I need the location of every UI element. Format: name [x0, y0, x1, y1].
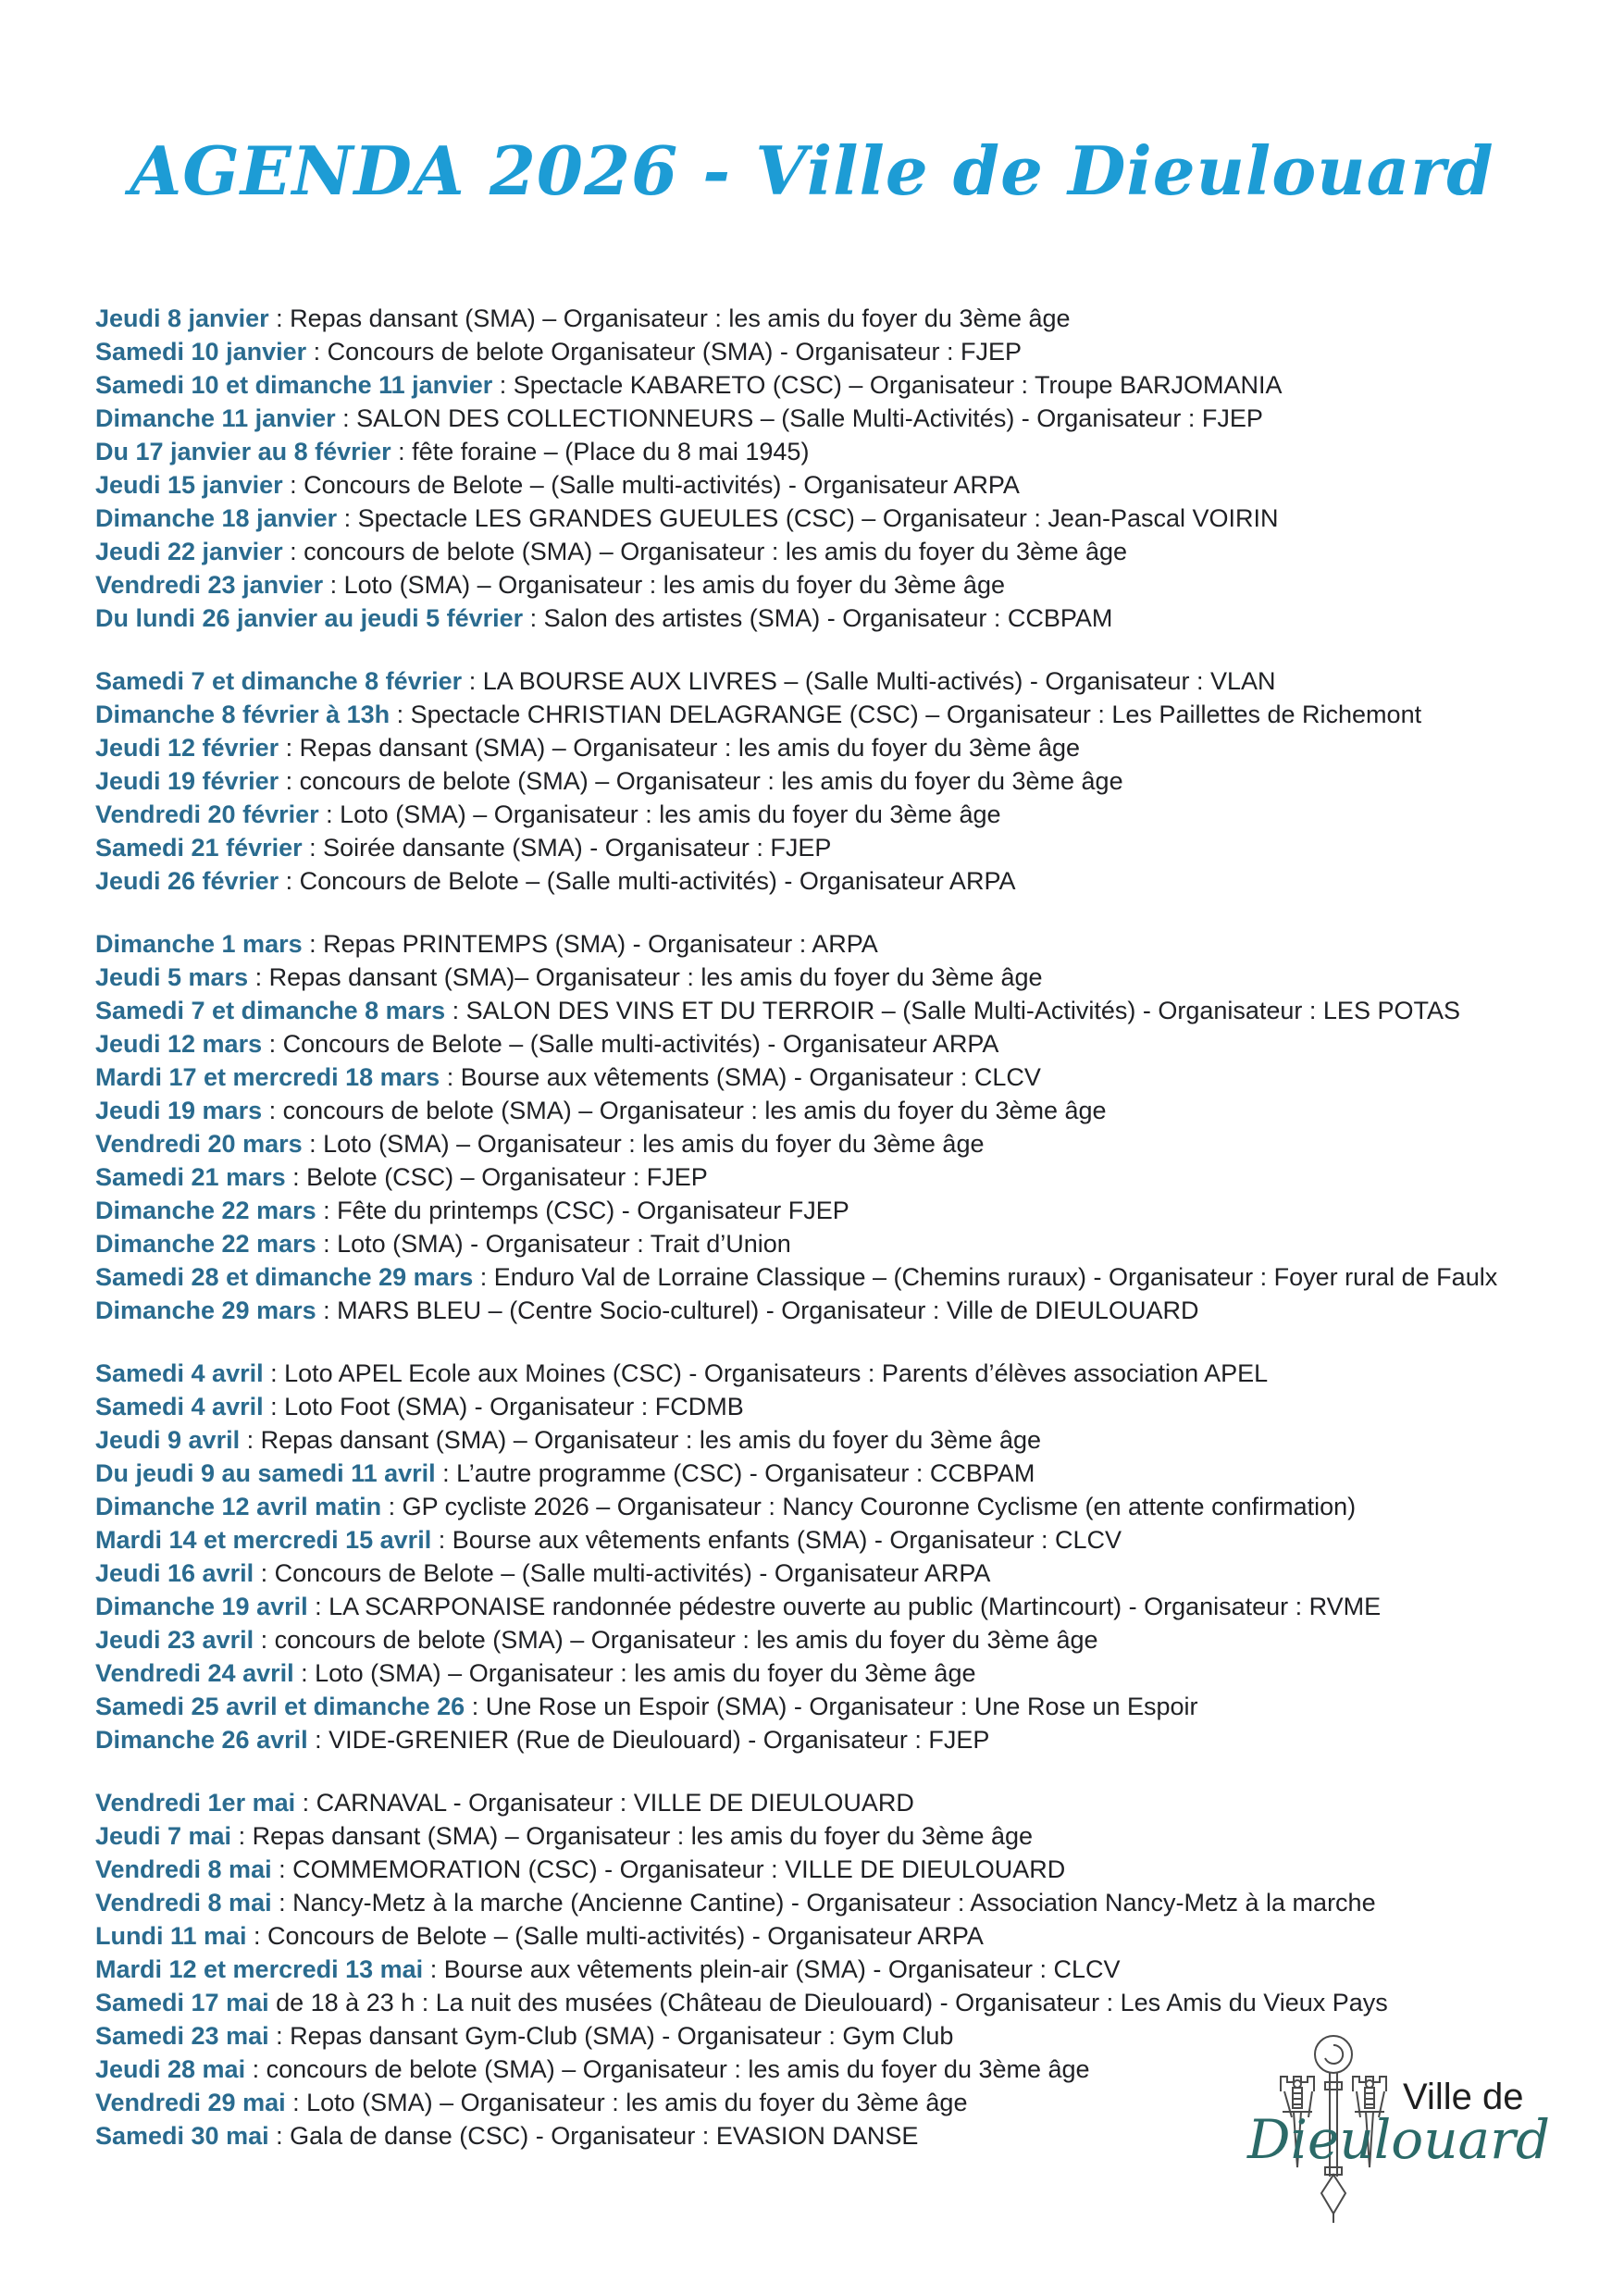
event-date: Dimanche 1 mars	[95, 930, 303, 958]
event-text: : Loto Foot (SMA) - Organisateur : FCDMB	[263, 1393, 744, 1420]
event-text: : Bourse aux vêtements (SMA) - Organisateur : CLCV	[440, 1063, 1041, 1091]
event-text: : Concours de Belote – (Salle multi-activités) - Organisateur ARPA	[279, 867, 1016, 895]
event-line	[95, 831, 1568, 864]
event-text: : MARS BLEU – (Centre Socio-culturel) - Organisateur : Ville de DIEULOUARD	[316, 1296, 1199, 1324]
event-line	[95, 698, 1568, 731]
event-text: : Concours de Belote – (Salle multi-activités) - Organisateur ARPA	[246, 1922, 984, 1950]
event-text: : SALON DES COLLECTIONNEURS – (Salle Multi-Activités) - Organisateur : FJEP	[335, 404, 1263, 432]
event-line	[95, 335, 1568, 368]
event-line	[95, 368, 1568, 402]
event-line	[95, 435, 1568, 468]
event-date: Du jeudi 9 au samedi 11 avril	[95, 1459, 436, 1487]
event-text: : Concours de Belote – (Salle multi-activités) - Organisateur ARPA	[254, 1559, 991, 1587]
event-date: Samedi 7 et dimanche 8 mars	[95, 997, 446, 1024]
event-line	[95, 1656, 1568, 1690]
event-date: Samedi 25 avril et dimanche 26	[95, 1693, 465, 1720]
event-line	[95, 1127, 1568, 1160]
event-text: : Loto (SMA) – Organisateur : les amis du foyer du 3ème âge	[285, 2089, 968, 2116]
event-text: : Bourse aux vêtements plein-air (SMA) - Organisateur : CLCV	[423, 1955, 1121, 1983]
event-text: : Fête du printemps (CSC) - Organisateur FJEP	[316, 1197, 849, 1224]
event-text: : LA BOURSE AUX LIVRES – (Salle Multi-activés) - Organisateur : VLAN	[462, 667, 1276, 695]
event-line	[95, 468, 1568, 502]
event-text: : concours de belote (SMA) – Organisateur : les amis du foyer du 3ème âge	[282, 538, 1128, 565]
event-line	[95, 864, 1568, 898]
event-line	[95, 927, 1568, 961]
event-text: : Repas dansant (SMA) – Organisateur : les amis du foyer du 3ème âge	[231, 1822, 1034, 1850]
event-line	[95, 402, 1568, 435]
event-date: Samedi 28 et dimanche 29 mars	[95, 1263, 474, 1291]
event-date: Jeudi 8 janvier	[95, 304, 269, 332]
event-date: Vendredi 8 mai	[95, 1889, 272, 1917]
event-text: : Loto (SMA) - Organisateur : Trait d’Union	[316, 1230, 791, 1258]
event-text: : concours de belote (SMA) – Organisateur : les amis du foyer du 3ème âge	[279, 767, 1123, 795]
event-date: Vendredi 1er mai	[95, 1789, 296, 1817]
event-text: : LA SCARPONAISE randonnée pédestre ouverte au public (Martincourt) - Organisateur : RVME	[307, 1593, 1382, 1620]
event-date: Du lundi 26 janvier au jeudi 5 février	[95, 604, 524, 632]
event-text: : Repas dansant (SMA)– Organisateur : les amis du foyer du 3ème âge	[248, 963, 1043, 991]
event-line	[95, 961, 1568, 994]
event-line	[95, 1557, 1568, 1590]
event-text: de 18 à 23 h : La nuit des musées (Château de Dieulouard) - Organisateur : Les Amis du Vieux Pays	[268, 1989, 1388, 2016]
event-text: : Enduro Val de Lorraine Classique – (Chemins ruraux) - Organisateur : Foyer rural de Faulx	[473, 1263, 1498, 1291]
event-line	[95, 1227, 1568, 1260]
event-text: : Concours de belote Organisateur (SMA) - Organisateur : FJEP	[306, 338, 1022, 366]
event-line	[95, 602, 1568, 635]
logo-text-dieulouard: Dieulouard	[1247, 2108, 1550, 2171]
event-text: : Une Rose un Espoir (SMA) - Organisateur : Une Rose un Espoir	[465, 1693, 1198, 1720]
event-date: Vendredi 20 mars	[95, 1130, 303, 1158]
event-text: : Spectacle LES GRANDES GUEULES (CSC) – Organisateur : Jean-Pascal VOIRIN	[337, 504, 1279, 532]
event-date: Jeudi 12 février	[95, 734, 279, 762]
event-date: Du 17 janvier au 8 février	[95, 438, 391, 465]
event-text: : Bourse aux vêtements enfants (SMA) - Organisateur : CLCV	[431, 1526, 1122, 1554]
event-text: : Repas dansant (SMA) – Organisateur : les amis du foyer du 3ème âge	[240, 1426, 1042, 1454]
event-date: Mardi 17 et mercredi 18 mars	[95, 1063, 440, 1091]
event-date: Jeudi 22 janvier	[95, 538, 283, 565]
event-text: : Repas dansant (SMA) – Organisateur : les amis du foyer du 3ème âge	[279, 734, 1081, 762]
event-line	[95, 1490, 1568, 1523]
event-date: Samedi 10 et dimanche 11 janvier	[95, 371, 493, 399]
event-date: Jeudi 23 avril	[95, 1626, 254, 1654]
event-text: : CARNAVAL - Organisateur : VILLE DE DIEULOUARD	[295, 1789, 914, 1817]
event-line	[95, 1160, 1568, 1194]
event-line	[95, 1623, 1568, 1656]
event-text: : Spectacle CHRISTIAN DELAGRANGE (CSC) – Organisateur : Les Paillettes de Richemont	[390, 701, 1422, 728]
event-date: Dimanche 22 mars	[95, 1197, 316, 1224]
event-line	[95, 798, 1568, 831]
event-date: Mardi 14 et mercredi 15 avril	[95, 1526, 432, 1554]
event-text: : VIDE-GRENIER (Rue de Dieulouard) - Organisateur : FJEP	[307, 1726, 990, 1754]
event-line	[95, 1953, 1568, 1986]
event-text: : Loto APEL Ecole aux Moines (CSC) - Organisateurs : Parents d’élèves association APEL	[263, 1359, 1269, 1387]
event-line	[95, 1886, 1568, 1919]
event-date: Vendredi 23 janvier	[95, 571, 324, 599]
event-date: Jeudi 28 mai	[95, 2055, 246, 2083]
event-text: : Nancy-Metz à la marche (Ancienne Cantine) - Organisateur : Association Nancy-Metz à la marche	[271, 1889, 1376, 1917]
event-date: Samedi 10 janvier	[95, 338, 307, 366]
event-date: Dimanche 12 avril matin	[95, 1493, 382, 1520]
event-text: : concours de belote (SMA) – Organisateur : les amis du foyer du 3ème âge	[262, 1097, 1107, 1124]
event-line	[95, 731, 1568, 764]
event-date: Dimanche 11 janvier	[95, 404, 336, 432]
event-line	[95, 1986, 1568, 2019]
event-text: : fête foraine – (Place du 8 mai 1945)	[391, 438, 810, 465]
event-text: : Concours de Belote – (Salle multi-activités) - Organisateur ARPA	[282, 471, 1020, 499]
event-date: Dimanche 26 avril	[95, 1726, 308, 1754]
event-line	[95, 1294, 1568, 1327]
event-line	[95, 664, 1568, 698]
event-text: : concours de belote (SMA) – Organisateur : les amis du foyer du 3ème âge	[245, 2055, 1090, 2083]
event-date: Vendredi 8 mai	[95, 1855, 272, 1883]
event-line	[95, 1094, 1568, 1127]
event-line	[95, 1723, 1568, 1756]
event-text: : Salon des artistes (SMA) - Organisateur : CCBPAM	[523, 604, 1113, 632]
event-line	[95, 302, 1568, 335]
event-date: Samedi 4 avril	[95, 1393, 264, 1420]
event-date: Samedi 21 mars	[95, 1163, 286, 1191]
event-line	[95, 1027, 1568, 1061]
event-line	[95, 1194, 1568, 1227]
event-date: Lundi 11 mai	[95, 1922, 247, 1950]
event-line	[95, 1919, 1568, 1953]
event-date: Dimanche 29 mars	[95, 1296, 316, 1324]
event-date: Samedi 17 mai	[95, 1989, 269, 2016]
event-line	[95, 1819, 1568, 1853]
event-date: Samedi 23 mai	[95, 2022, 269, 2050]
month-block-avril	[95, 1357, 1568, 1756]
event-date: Vendredi 20 février	[95, 800, 319, 828]
event-line	[95, 1523, 1568, 1557]
event-date: Jeudi 16 avril	[95, 1559, 254, 1587]
event-line	[95, 1423, 1568, 1457]
event-date: Jeudi 5 mars	[95, 963, 249, 991]
event-line	[95, 1390, 1568, 1423]
page-title: AGENDA 2026 - Ville de Dieulouard	[130, 131, 1494, 210]
month-block-mars	[95, 927, 1568, 1327]
event-date: Jeudi 15 janvier	[95, 471, 283, 499]
event-date: Vendredi 24 avril	[95, 1659, 294, 1687]
event-text: : SALON DES VINS ET DU TERROIR – (Salle Multi-Activités) - Organisateur : LES POTAS	[445, 997, 1460, 1024]
event-line	[95, 1786, 1568, 1819]
event-date: Samedi 7 et dimanche 8 février	[95, 667, 463, 695]
event-text: : L’autre programme (CSC) - Organisateur : CCBPAM	[435, 1459, 1035, 1487]
event-text: : Repas PRINTEMPS (SMA) - Organisateur : ARPA	[302, 930, 878, 958]
event-date: Dimanche 19 avril	[95, 1593, 308, 1620]
event-date: Dimanche 18 janvier	[95, 504, 338, 532]
event-text: : Repas dansant Gym-Club (SMA) - Organisateur : Gym Club	[268, 2022, 954, 2050]
event-line	[95, 1457, 1568, 1490]
event-date: Samedi 4 avril	[95, 1359, 264, 1387]
event-date: Jeudi 7 mai	[95, 1822, 232, 1850]
event-text: : Loto (SMA) – Organisateur : les amis du foyer du 3ème âge	[302, 1130, 985, 1158]
event-date: Dimanche 22 mars	[95, 1230, 316, 1258]
event-date: Jeudi 19 mars	[95, 1097, 263, 1124]
events-container	[95, 302, 1568, 2182]
event-line	[95, 568, 1568, 602]
event-date: Samedi 21 février	[95, 834, 303, 862]
city-logo	[1247, 2028, 1608, 2241]
event-date: Jeudi 19 février	[95, 767, 279, 795]
event-text: : Spectacle KABARETO (CSC) – Organisateur : Troupe BARJOMANIA	[492, 371, 1283, 399]
event-text: : Belote (CSC) – Organisateur : FJEP	[285, 1163, 708, 1191]
event-date: Jeudi 9 avril	[95, 1426, 241, 1454]
event-date: Samedi 30 mai	[95, 2122, 269, 2150]
event-text: : Gala de danse (CSC) - Organisateur : EVASION DANSE	[268, 2122, 919, 2150]
event-date: Vendredi 29 mai	[95, 2089, 286, 2116]
event-text: : Loto (SMA) – Organisateur : les amis du foyer du 3ème âge	[318, 800, 1001, 828]
event-line	[95, 535, 1568, 568]
event-text: : Loto (SMA) – Organisateur : les amis du foyer du 3ème âge	[293, 1659, 976, 1687]
event-text: : Repas dansant (SMA) – Organisateur : les amis du foyer du 3ème âge	[268, 304, 1071, 332]
event-line	[95, 1590, 1568, 1623]
event-text: : Soirée dansante (SMA) - Organisateur : FJEP	[302, 834, 832, 862]
event-date: Jeudi 12 mars	[95, 1030, 263, 1058]
event-text: : GP cycliste 2026 – Organisateur : Nancy Couronne Cyclisme (en attente confirmation)	[381, 1493, 1357, 1520]
event-date: Mardi 12 et mercredi 13 mai	[95, 1955, 424, 1983]
month-block-fevrier	[95, 664, 1568, 898]
event-text: : Concours de Belote – (Salle multi-activités) - Organisateur ARPA	[262, 1030, 999, 1058]
event-line	[95, 764, 1568, 798]
logo-text-ville-de: Ville de	[1403, 2077, 1524, 2117]
event-line	[95, 502, 1568, 535]
event-line	[95, 1853, 1568, 1886]
month-block-janvier	[95, 302, 1568, 635]
event-text: : Loto (SMA) – Organisateur : les amis du foyer du 3ème âge	[323, 571, 1005, 599]
event-line	[95, 1061, 1568, 1094]
event-text: : concours de belote (SMA) – Organisateur : les amis du foyer du 3ème âge	[254, 1626, 1098, 1654]
event-date: Jeudi 26 février	[95, 867, 279, 895]
event-date: Dimanche 8 février à 13h	[95, 701, 391, 728]
event-line	[95, 1260, 1568, 1294]
event-line	[95, 1357, 1568, 1390]
event-line	[95, 1690, 1568, 1723]
event-line	[95, 994, 1568, 1027]
event-text: : COMMEMORATION (CSC) - Organisateur : VILLE DE DIEULOUARD	[271, 1855, 1066, 1883]
